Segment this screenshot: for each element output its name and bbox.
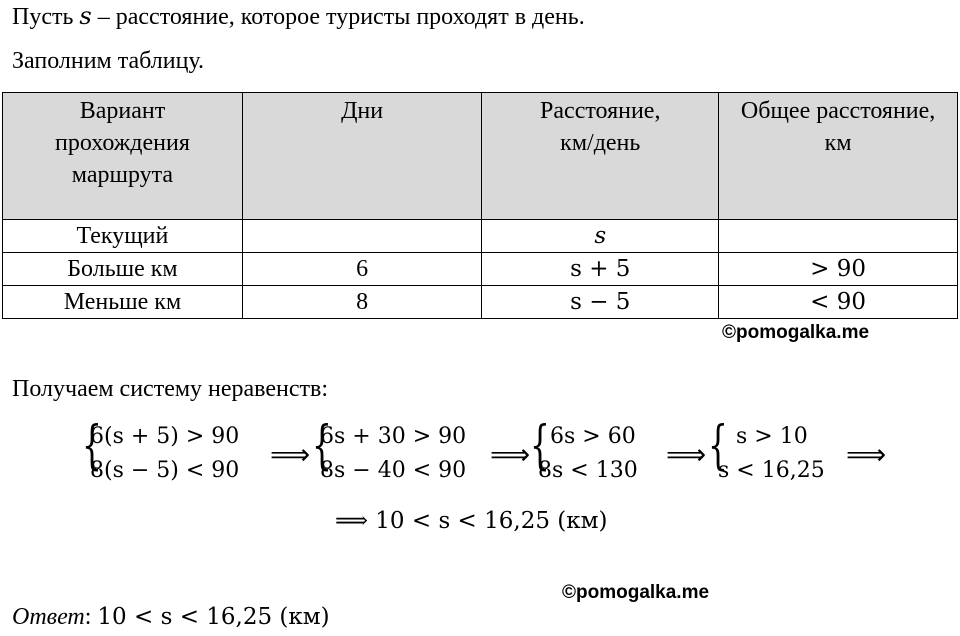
table-cell: 8 bbox=[242, 286, 481, 319]
table-header-cell: Расстояние, км/день bbox=[482, 93, 719, 220]
table-header-cell: Дни bbox=[242, 93, 481, 220]
intro-line-1 bbox=[12, 2, 585, 31]
left-brace-icon: { bbox=[708, 416, 728, 476]
intro-prefix: Пусть bbox=[12, 4, 80, 30]
implies-icon: ⟹ bbox=[490, 438, 531, 471]
table-cell: s − 5 bbox=[482, 286, 719, 319]
table-row bbox=[3, 220, 958, 253]
intro-rest: – расстояние, которое туристы проходят в день. bbox=[91, 4, 585, 30]
left-brace-icon: { bbox=[312, 416, 332, 476]
system-3-bottom: 8s < 130 bbox=[538, 458, 638, 483]
watermark: ©pomogalka.me bbox=[722, 322, 870, 343]
system-2-top: 6s + 30 > 90 bbox=[320, 424, 467, 449]
implies-icon: ⟹ bbox=[846, 438, 887, 471]
table-row bbox=[3, 286, 958, 319]
answer-colon: : bbox=[84, 604, 98, 630]
table-cell: > 90 bbox=[719, 253, 958, 286]
intro-line-2: Заполним таблицу. bbox=[12, 48, 205, 74]
system-3-top: 6s > 60 bbox=[550, 424, 636, 449]
answer-value: 10 < s < 16,25 (км) bbox=[97, 604, 330, 630]
table-cell: 6 bbox=[242, 253, 481, 286]
table-cell: < 90 bbox=[719, 286, 958, 319]
system-1-bottom: 8(s − 5) < 90 bbox=[90, 458, 240, 483]
table-cell: s + 5 bbox=[482, 253, 719, 286]
table-cell: Меньше км bbox=[3, 286, 243, 319]
table-cell: Больше км bbox=[3, 253, 243, 286]
system-4-bottom: s < 16,25 bbox=[718, 458, 825, 483]
implies-icon: ⟹ bbox=[666, 438, 707, 471]
table-cell bbox=[242, 220, 481, 253]
system-1-top: 6(s + 5) > 90 bbox=[90, 424, 240, 449]
table-cell: Текущий bbox=[3, 220, 243, 253]
answer-line bbox=[12, 604, 330, 631]
table-cell: s bbox=[482, 220, 719, 253]
system-4-top: s > 10 bbox=[736, 424, 808, 449]
result-inequality: ⟹ 10 < s < 16,25 (км) bbox=[335, 508, 608, 534]
left-brace-icon: { bbox=[530, 416, 550, 476]
watermark: ©pomogalka.me bbox=[562, 582, 710, 603]
variable-s: s bbox=[79, 2, 92, 30]
implies-icon: ⟹ bbox=[270, 438, 311, 471]
table-header-row bbox=[3, 93, 958, 220]
system-2-bottom: 8s − 40 < 90 bbox=[320, 458, 467, 483]
left-brace-icon: { bbox=[82, 416, 102, 476]
table-header-cell: Общее расстояние, км bbox=[719, 93, 958, 220]
system-intro: Получаем систему неравенств: bbox=[12, 376, 329, 402]
data-table bbox=[2, 92, 958, 319]
table-row bbox=[3, 253, 958, 286]
answer-label: Ответ bbox=[12, 604, 85, 630]
table-header-cell: Вариант прохождения маршрута bbox=[3, 93, 243, 220]
table-cell bbox=[719, 220, 958, 253]
